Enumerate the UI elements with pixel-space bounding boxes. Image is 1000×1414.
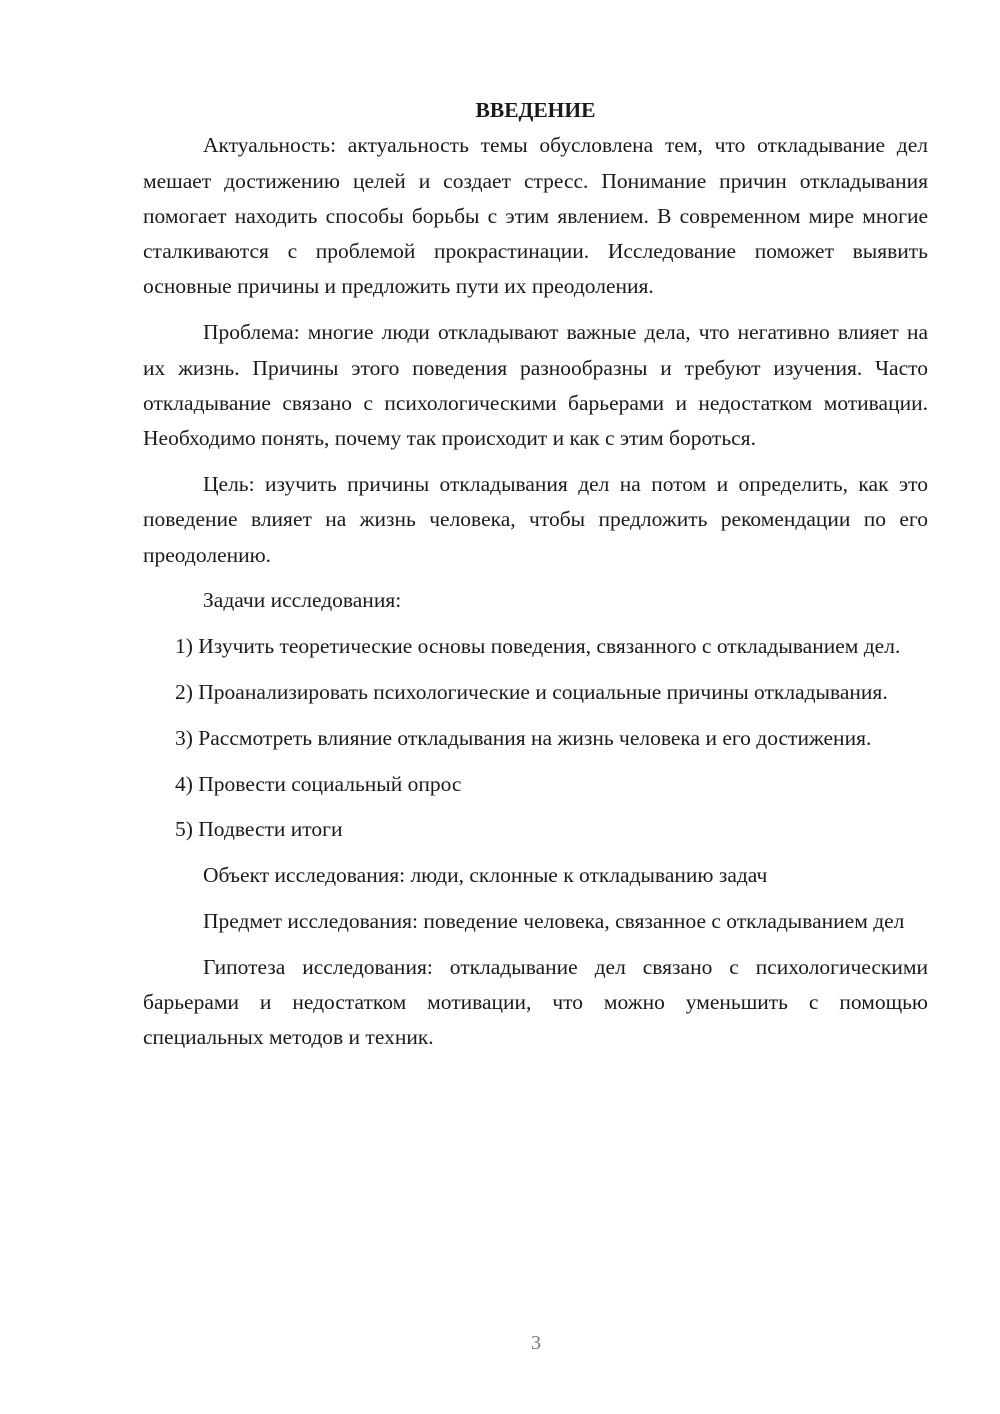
paragraph-object: Объект исследования: люди, склонные к откладыванию задач (203, 863, 768, 888)
paragraph-tasks-heading: Задачи исследования: (203, 588, 402, 613)
task-item-2: 2) Проанализировать психологические и социальные причины откладывания. (175, 679, 888, 704)
section-title: ВВЕДЕНИЕ (475, 98, 596, 122)
paragraph-subject: Предмет исследования: поведение человека, связанное с откладыванием дел (203, 908, 905, 933)
paragraph-problem: Проблема: многие люди откладывают важные дела, что негативно влияет на их жизнь. Причины этого поведения разнообразны и требуют изучения. Часто откладывание связано с психологическими барьерами и недостатком мотивации. Необходимо понять, почему так происходит и как с этим бороться. (143, 320, 928, 451)
paragraph-hypothesis: Гипотеза исследования: откладывание дел связано с психологическими барьерами и недостатком мотивации, что можно уменьшить с помощью специальных методов и техник. (143, 954, 928, 1050)
paragraph-goal: Цель: изучить причины откладывания дел на потом и определить, как это поведение влияет на жизнь человека, чтобы предложить рекомендации по его преодолению. (143, 471, 928, 567)
paragraph-relevance: Актуальность: актуальность темы обусловлена тем, что откладывание дел мешает достижению целей и создает стресс. Понимание причин откладывания помогает находить способы борьбы с этим явлением. В современном мире многие сталкиваются с проблемой прокрастинации. Исследование поможет выявить основные причины и предложить пути их преодоления. (143, 133, 928, 299)
task-item-4: 4) Провести социальный опрос (175, 771, 462, 796)
task-item-1: 1) Изучить теоретические основы поведения, связанного с откладыванием дел. (175, 634, 901, 659)
task-item-5: 5) Подвести итоги (175, 817, 343, 842)
task-item-3: 3) Рассмотреть влияние откладывания на жизнь человека и его достижения. (175, 725, 872, 750)
page-content (143, 93, 928, 1066)
page-number: 3 (531, 1332, 541, 1354)
